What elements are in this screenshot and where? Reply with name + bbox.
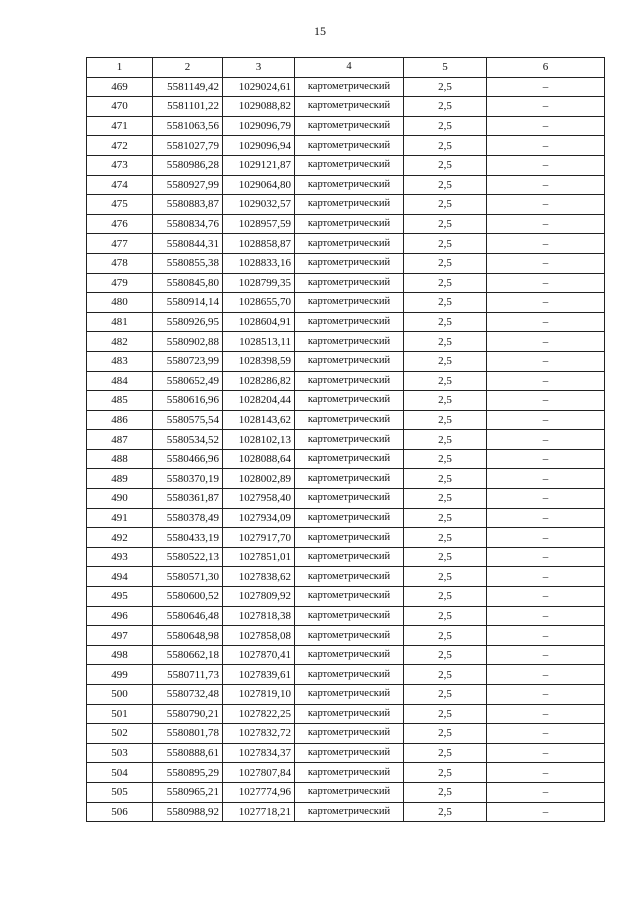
column-header: 6 [487,58,605,78]
point-number-cell: 502 [87,724,153,744]
method-cell: картометрический [295,724,404,744]
method-cell: картометрический [295,489,404,509]
y-coordinate-cell: 1029024,61 [223,77,295,97]
description-cell: – [487,685,605,705]
method-cell: картометрический [295,587,404,607]
accuracy-cell: 2,5 [404,645,487,665]
description-cell: – [487,704,605,724]
accuracy-cell: 2,5 [404,587,487,607]
x-coordinate-cell: 5580888,61 [153,743,223,763]
y-coordinate-cell: 1029096,94 [223,136,295,156]
point-number-cell: 497 [87,626,153,646]
y-coordinate-cell: 1027834,37 [223,743,295,763]
table-row [87,724,605,744]
accuracy-cell: 2,5 [404,77,487,97]
point-number-cell: 493 [87,547,153,567]
point-number-cell: 474 [87,175,153,195]
x-coordinate-cell: 5580845,80 [153,273,223,293]
x-coordinate-cell: 5580534,52 [153,430,223,450]
x-coordinate-cell: 5580834,76 [153,214,223,234]
accuracy-cell: 2,5 [404,508,487,528]
table-row [87,77,605,97]
description-cell: – [487,508,605,528]
y-coordinate-cell: 1027851,01 [223,547,295,567]
point-number-cell: 504 [87,763,153,783]
method-cell: картометрический [295,547,404,567]
description-cell: – [487,351,605,371]
point-number-cell: 505 [87,782,153,802]
y-coordinate-cell: 1029032,57 [223,195,295,215]
method-cell: картометрический [295,626,404,646]
x-coordinate-cell: 5581027,79 [153,136,223,156]
y-coordinate-cell: 1029096,79 [223,116,295,136]
y-coordinate-cell: 1028513,11 [223,332,295,352]
column-header: 3 [223,58,295,78]
y-coordinate-cell: 1027917,70 [223,528,295,548]
x-coordinate-cell: 5580361,87 [153,489,223,509]
table-row [87,528,605,548]
y-coordinate-cell: 1027819,10 [223,685,295,705]
table-row [87,626,605,646]
table-row [87,469,605,489]
method-cell: картометрический [295,77,404,97]
description-cell: – [487,449,605,469]
accuracy-cell: 2,5 [404,116,487,136]
x-coordinate-cell: 5580914,14 [153,293,223,313]
accuracy-cell: 2,5 [404,489,487,509]
method-cell: картометрический [295,136,404,156]
table-row [87,665,605,685]
y-coordinate-cell: 1028957,59 [223,214,295,234]
method-cell: картометрический [295,391,404,411]
description-cell: – [487,410,605,430]
column-header: 1 [87,58,153,78]
point-number-cell: 476 [87,214,153,234]
method-cell: картометрический [295,665,404,685]
table-row [87,175,605,195]
y-coordinate-cell: 1027822,25 [223,704,295,724]
x-coordinate-cell: 5580801,78 [153,724,223,744]
method-cell: картометрический [295,704,404,724]
accuracy-cell: 2,5 [404,528,487,548]
table-row [87,253,605,273]
description-cell: – [487,77,605,97]
method-cell: картометрический [295,567,404,587]
point-number-cell: 494 [87,567,153,587]
point-number-cell: 500 [87,685,153,705]
description-cell: – [487,332,605,352]
point-number-cell: 477 [87,234,153,254]
accuracy-cell: 2,5 [404,743,487,763]
point-number-cell: 501 [87,704,153,724]
y-coordinate-cell: 1027809,92 [223,587,295,607]
table-row [87,567,605,587]
table-row [87,351,605,371]
y-coordinate-cell: 1028286,82 [223,371,295,391]
description-cell: – [487,489,605,509]
x-coordinate-cell: 5580855,38 [153,253,223,273]
accuracy-cell: 2,5 [404,763,487,783]
point-number-cell: 489 [87,469,153,489]
method-cell: картометрический [295,469,404,489]
accuracy-cell: 2,5 [404,332,487,352]
method-cell: картометрический [295,763,404,783]
description-cell: – [487,430,605,450]
y-coordinate-cell: 1027774,96 [223,782,295,802]
accuracy-cell: 2,5 [404,136,487,156]
description-cell: – [487,782,605,802]
table-row [87,312,605,332]
description-cell: – [487,155,605,175]
x-coordinate-cell: 5580895,29 [153,763,223,783]
point-number-cell: 475 [87,195,153,215]
accuracy-cell: 2,5 [404,97,487,117]
method-cell: картометрический [295,293,404,313]
point-number-cell: 469 [87,77,153,97]
table-row [87,782,605,802]
accuracy-cell: 2,5 [404,665,487,685]
table-row [87,587,605,607]
table-row [87,371,605,391]
y-coordinate-cell: 1027838,62 [223,567,295,587]
table-row [87,273,605,293]
accuracy-cell: 2,5 [404,234,487,254]
x-coordinate-cell: 5580600,52 [153,587,223,607]
x-coordinate-cell: 5580648,98 [153,626,223,646]
accuracy-cell: 2,5 [404,371,487,391]
column-header: 2 [153,58,223,78]
y-coordinate-cell: 1029121,87 [223,155,295,175]
point-number-cell: 486 [87,410,153,430]
accuracy-cell: 2,5 [404,802,487,822]
accuracy-cell: 2,5 [404,782,487,802]
description-cell: – [487,567,605,587]
table-row [87,293,605,313]
method-cell: картометрический [295,332,404,352]
y-coordinate-cell: 1028143,62 [223,410,295,430]
point-number-cell: 480 [87,293,153,313]
point-number-cell: 499 [87,665,153,685]
table-row [87,430,605,450]
y-coordinate-cell: 1027718,21 [223,802,295,822]
column-header: 4 [295,58,404,78]
method-cell: картометрический [295,253,404,273]
method-cell: картометрический [295,685,404,705]
description-cell: – [487,195,605,215]
y-coordinate-cell: 1028655,70 [223,293,295,313]
accuracy-cell: 2,5 [404,606,487,626]
x-coordinate-cell: 5580902,88 [153,332,223,352]
accuracy-cell: 2,5 [404,567,487,587]
table-row [87,410,605,430]
description-cell: – [487,469,605,489]
y-coordinate-cell: 1029064,80 [223,175,295,195]
y-coordinate-cell: 1027858,08 [223,626,295,646]
x-coordinate-cell: 5580723,99 [153,351,223,371]
table-body [87,58,605,822]
point-number-cell: 495 [87,587,153,607]
method-cell: картометрический [295,214,404,234]
description-cell: – [487,175,605,195]
column-header: 5 [404,58,487,78]
point-number-cell: 470 [87,97,153,117]
method-cell: картометрический [295,743,404,763]
point-number-cell: 472 [87,136,153,156]
description-cell: – [487,214,605,234]
x-coordinate-cell: 5581063,56 [153,116,223,136]
y-coordinate-cell: 1028858,87 [223,234,295,254]
method-cell: картометрический [295,430,404,450]
y-coordinate-cell: 1028204,44 [223,391,295,411]
x-coordinate-cell: 5580926,95 [153,312,223,332]
x-coordinate-cell: 5580732,48 [153,685,223,705]
description-cell: – [487,626,605,646]
x-coordinate-cell: 5580662,18 [153,645,223,665]
method-cell: картометрический [295,645,404,665]
method-cell: картометрический [295,528,404,548]
x-coordinate-cell: 5580370,19 [153,469,223,489]
table-row [87,97,605,117]
point-number-cell: 473 [87,155,153,175]
point-number-cell: 471 [87,116,153,136]
y-coordinate-cell: 1028799,35 [223,273,295,293]
y-coordinate-cell: 1027832,72 [223,724,295,744]
y-coordinate-cell: 1027807,84 [223,763,295,783]
accuracy-cell: 2,5 [404,391,487,411]
x-coordinate-cell: 5580844,31 [153,234,223,254]
coordinates-table [86,57,605,822]
point-number-cell: 483 [87,351,153,371]
method-cell: картометрический [295,606,404,626]
x-coordinate-cell: 5581149,42 [153,77,223,97]
accuracy-cell: 2,5 [404,351,487,371]
description-cell: – [487,587,605,607]
accuracy-cell: 2,5 [404,547,487,567]
accuracy-cell: 2,5 [404,273,487,293]
method-cell: картометрический [295,371,404,391]
description-cell: – [487,665,605,685]
accuracy-cell: 2,5 [404,410,487,430]
accuracy-cell: 2,5 [404,626,487,646]
y-coordinate-cell: 1028102,13 [223,430,295,450]
point-number-cell: 503 [87,743,153,763]
y-coordinate-cell: 1028604,91 [223,312,295,332]
accuracy-cell: 2,5 [404,704,487,724]
y-coordinate-cell: 1028398,59 [223,351,295,371]
description-cell: – [487,391,605,411]
accuracy-cell: 2,5 [404,175,487,195]
point-number-cell: 496 [87,606,153,626]
table-row [87,489,605,509]
y-coordinate-cell: 1029088,82 [223,97,295,117]
point-number-cell: 487 [87,430,153,450]
method-cell: картометрический [295,234,404,254]
description-cell: – [487,743,605,763]
table-row [87,116,605,136]
method-cell: картометрический [295,273,404,293]
x-coordinate-cell: 5580571,30 [153,567,223,587]
point-number-cell: 506 [87,802,153,822]
accuracy-cell: 2,5 [404,195,487,215]
y-coordinate-cell: 1027818,38 [223,606,295,626]
table-row [87,234,605,254]
point-number-cell: 492 [87,528,153,548]
table-row [87,606,605,626]
description-cell: – [487,606,605,626]
description-cell: – [487,645,605,665]
x-coordinate-cell: 5580883,87 [153,195,223,215]
accuracy-cell: 2,5 [404,469,487,489]
method-cell: картометрический [295,155,404,175]
point-number-cell: 485 [87,391,153,411]
accuracy-cell: 2,5 [404,293,487,313]
accuracy-cell: 2,5 [404,449,487,469]
description-cell: – [487,116,605,136]
method-cell: картометрический [295,312,404,332]
table-row [87,763,605,783]
y-coordinate-cell: 1027870,41 [223,645,295,665]
x-coordinate-cell: 5580927,99 [153,175,223,195]
accuracy-cell: 2,5 [404,312,487,332]
method-cell: картометрический [295,116,404,136]
description-cell: – [487,234,605,254]
table-row [87,547,605,567]
point-number-cell: 488 [87,449,153,469]
point-number-cell: 479 [87,273,153,293]
y-coordinate-cell: 1028088,64 [223,449,295,469]
y-coordinate-cell: 1027958,40 [223,489,295,509]
point-number-cell: 478 [87,253,153,273]
x-coordinate-cell: 5580790,21 [153,704,223,724]
description-cell: – [487,763,605,783]
table-row [87,214,605,234]
table-row [87,704,605,724]
method-cell: картометрический [295,410,404,430]
method-cell: картометрический [295,802,404,822]
x-coordinate-cell: 5580522,13 [153,547,223,567]
point-number-cell: 498 [87,645,153,665]
table-row [87,155,605,175]
table-header-row [87,58,605,78]
description-cell: – [487,253,605,273]
description-cell: – [487,312,605,332]
x-coordinate-cell: 5580466,96 [153,449,223,469]
description-cell: – [487,293,605,313]
y-coordinate-cell: 1027839,61 [223,665,295,685]
accuracy-cell: 2,5 [404,155,487,175]
y-coordinate-cell: 1028002,89 [223,469,295,489]
table-row [87,195,605,215]
table-row [87,391,605,411]
y-coordinate-cell: 1028833,16 [223,253,295,273]
table-row [87,136,605,156]
method-cell: картометрический [295,175,404,195]
table-row [87,743,605,763]
y-coordinate-cell: 1027934,09 [223,508,295,528]
table-row [87,645,605,665]
method-cell: картометрический [295,449,404,469]
point-number-cell: 491 [87,508,153,528]
method-cell: картометрический [295,351,404,371]
table-row [87,685,605,705]
x-coordinate-cell: 5581101,22 [153,97,223,117]
method-cell: картометрический [295,195,404,215]
x-coordinate-cell: 5580616,96 [153,391,223,411]
accuracy-cell: 2,5 [404,685,487,705]
point-number-cell: 482 [87,332,153,352]
description-cell: – [487,724,605,744]
point-number-cell: 481 [87,312,153,332]
description-cell: – [487,273,605,293]
x-coordinate-cell: 5580652,49 [153,371,223,391]
description-cell: – [487,136,605,156]
x-coordinate-cell: 5580965,21 [153,782,223,802]
x-coordinate-cell: 5580575,54 [153,410,223,430]
x-coordinate-cell: 5580986,28 [153,155,223,175]
description-cell: – [487,97,605,117]
x-coordinate-cell: 5580711,73 [153,665,223,685]
accuracy-cell: 2,5 [404,430,487,450]
x-coordinate-cell: 5580433,19 [153,528,223,548]
accuracy-cell: 2,5 [404,214,487,234]
x-coordinate-cell: 5580988,92 [153,802,223,822]
x-coordinate-cell: 5580646,48 [153,606,223,626]
accuracy-cell: 2,5 [404,253,487,273]
point-number-cell: 484 [87,371,153,391]
method-cell: картометрический [295,782,404,802]
page-number: 15 [314,24,326,38]
accuracy-cell: 2,5 [404,724,487,744]
point-number-cell: 490 [87,489,153,509]
method-cell: картометрический [295,97,404,117]
method-cell: картометрический [295,508,404,528]
description-cell: – [487,547,605,567]
description-cell: – [487,802,605,822]
table-row [87,449,605,469]
table-row [87,332,605,352]
table-row [87,802,605,822]
table-row [87,508,605,528]
x-coordinate-cell: 5580378,49 [153,508,223,528]
description-cell: – [487,528,605,548]
description-cell: – [487,371,605,391]
